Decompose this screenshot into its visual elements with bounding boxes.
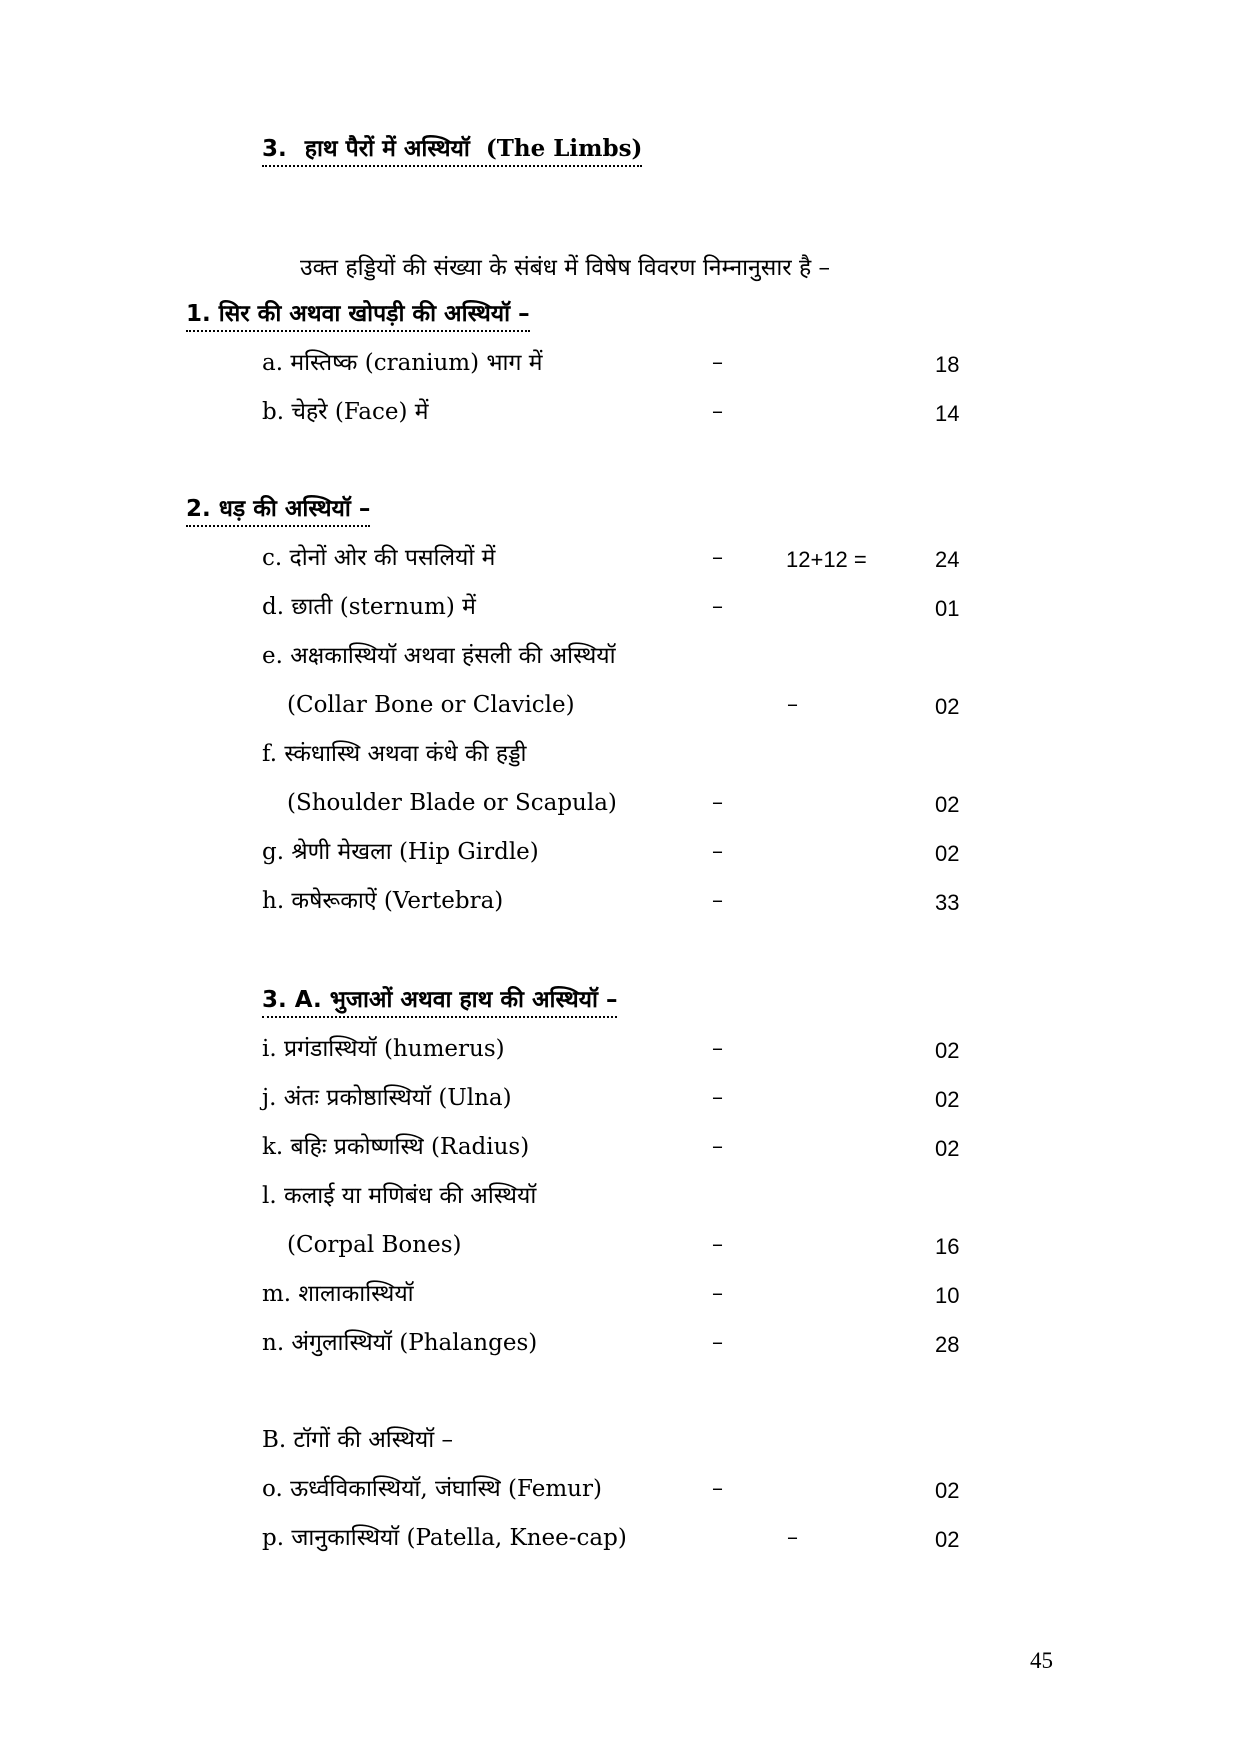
row-value: 10 — [935, 1283, 960, 1308]
row-dash: – — [712, 1134, 723, 1159]
row-dash: – — [712, 399, 723, 424]
row-value: 02 — [935, 1038, 960, 1063]
row-dash: – — [712, 594, 723, 619]
section-heading: 2. धड़ की अस्थियॉ – — [186, 494, 370, 527]
title-english: (The Limbs) — [485, 135, 643, 162]
page-number: 45 — [1030, 1648, 1053, 1673]
row-label: m. शालाकास्थियॉ — [262, 1281, 414, 1307]
row-dash: – — [712, 1036, 723, 1061]
row-value: 02 — [935, 1527, 960, 1552]
row-label: g. श्रेणी मेखला (Hip Girdle) — [262, 839, 539, 865]
row-label: (Corpal Bones) — [287, 1232, 462, 1258]
row-label: h. कषेरूकाऐं (Vertebra) — [262, 888, 504, 914]
row-value: 02 — [935, 1136, 960, 1161]
page-title — [262, 134, 642, 167]
row-label: n. अंगुलास्थियॉ (Phalanges) — [262, 1330, 538, 1356]
row-label: l. कलाई या मणिबंध की अस्थियॉ — [262, 1183, 537, 1209]
section-heading: 3. A. भुजाओं अथवा हाथ की अस्थियॉ – — [262, 985, 617, 1018]
row-label: (Shoulder Blade or Scapula) — [287, 790, 617, 816]
row-value: 02 — [935, 694, 960, 719]
row-value: 24 — [935, 547, 960, 572]
row-dash: – — [712, 1476, 723, 1501]
row-value: 02 — [935, 1478, 960, 1503]
row-label: k. बहिः प्रकोष्णस्थि (Radius) — [262, 1134, 530, 1160]
row-dash: – — [712, 350, 723, 375]
row-label: d. छाती (sternum) में — [262, 594, 476, 620]
row-label: i. प्रगंडास्थियॉ (humerus) — [262, 1036, 505, 1062]
row-value: 14 — [935, 401, 960, 426]
row-value: 02 — [935, 1087, 960, 1112]
row-value: 02 — [935, 841, 960, 866]
row-dash: – — [712, 1281, 723, 1306]
row-label: (Collar Bone or Clavicle) — [287, 692, 575, 718]
row-dash: – — [787, 692, 798, 717]
row-label: e. अक्षकास्थियॉ अथवा हंसली की अस्थियॉ — [262, 643, 616, 669]
title-hindi: हाथ पैरों में अस्थियॉ — [304, 136, 470, 162]
section-heading: B. टॉगों की अस्थियॉ – — [262, 1427, 454, 1453]
row-dash: – — [712, 1085, 723, 1110]
intro-text: उक्त हड्डियों की संख्या के संबंध में विषेष विवरण निम्नानुसार है – — [300, 255, 831, 281]
row-label: f. स्कंधास्थि अथवा कंधे की हड्डी — [262, 741, 527, 767]
row-label: b. चेहरे (Face) में — [262, 399, 429, 425]
row-label: c. दोनों ओर की पसलियों में — [262, 545, 496, 571]
row-label: o. ऊर्ध्वविकास्थियॉ, जंघास्थि (Femur) — [262, 1476, 602, 1502]
row-label: j. अंतः प्रकोष्ठास्थियॉ (Ulna) — [262, 1085, 512, 1111]
title-number: 3. — [262, 136, 287, 162]
row-value: 18 — [935, 352, 960, 377]
row-value: 28 — [935, 1332, 960, 1357]
row-value: 01 — [935, 596, 960, 621]
row-label: a. मस्तिष्क (cranium) भाग में — [262, 350, 543, 376]
row-dash: – — [712, 888, 723, 913]
row-dash: – — [712, 790, 723, 815]
row-dash: – — [712, 839, 723, 864]
row-calc: 12+12 = — [786, 547, 867, 572]
row-value: 33 — [935, 890, 960, 915]
row-dash: – — [712, 1232, 723, 1257]
row-dash: – — [787, 1525, 798, 1550]
section-heading: 1. सिर की अथवा खोपड़ी की अस्थियॉ – — [186, 299, 530, 332]
row-dash: – — [712, 1330, 723, 1355]
row-value: 02 — [935, 792, 960, 817]
row-label: p. जानुकास्थियॉ (Patella, Knee-cap) — [262, 1525, 627, 1551]
row-dash: – — [712, 545, 723, 570]
row-value: 16 — [935, 1234, 960, 1259]
